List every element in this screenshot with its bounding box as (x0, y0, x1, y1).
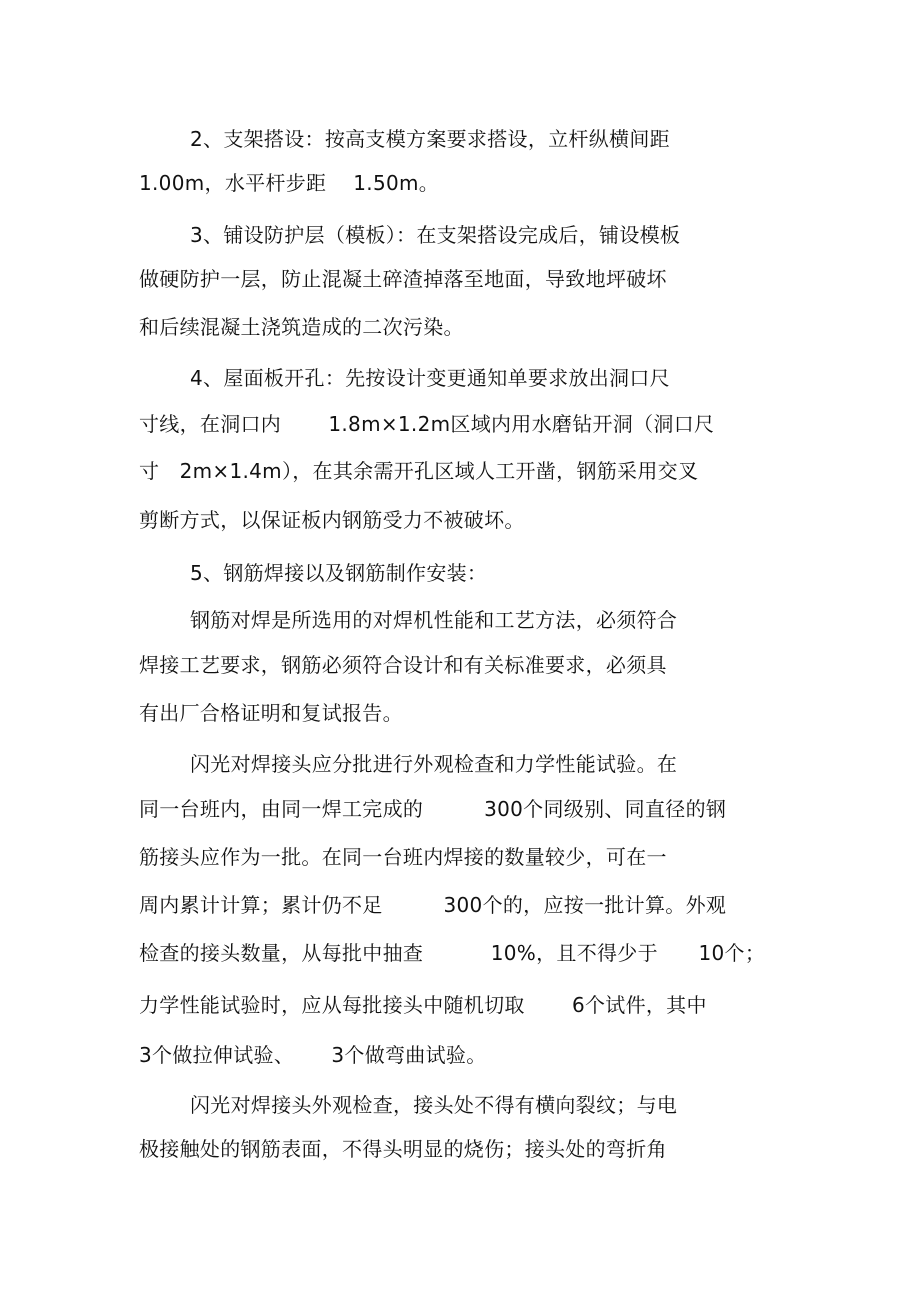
text-line: 力学性能试验时，应从每批接头中随机切取 6个试件，其中 (139, 993, 707, 1017)
text-line: 5、钢筋焊接以及钢筋制作安装： (190, 561, 488, 585)
text-line: 闪光对焊接头外观检查，接头处不得有横向裂纹；与电 (190, 1093, 678, 1117)
text-line: 寸线，在洞口内 1.8m×1.2m区域内用水磨钻开洞（洞口尺 (139, 412, 715, 436)
text-line: 做硬防护一层，防止混凝土碎渣掉落至地面，导致地坪破坏 (139, 267, 667, 291)
text-line: 3个做拉伸试验、 3个做弯曲试验。 (139, 1043, 487, 1067)
text-line: 1.00m，水平杆步距 1.50m。 (139, 171, 440, 195)
text-line: 4、屋面板开孔：先按设计变更通知单要求放出洞口尺 (190, 366, 670, 390)
text-line: 和后续混凝土浇筑造成的二次污染。 (139, 315, 464, 339)
text-line: 同一台班内，由同一焊工完成的 300个同级别、同直径的钢 (139, 797, 727, 821)
text-line: 剪断方式，以保证板内钢筋受力不被破坏。 (139, 508, 525, 532)
text-line: 寸 2m×1.4m），在其余需开孔区域人工开凿，钢筋采用交叉 (139, 459, 699, 483)
text-line: 极接触处的钢筋表面，不得头明显的烧伤；接头处的弯折角 (139, 1137, 667, 1161)
text-line: 3、铺设防护层（模板）：在支架搭设完成后，铺设模板 (190, 223, 681, 247)
text-line: 2、支架搭设：按高支模方案要求搭设，立杆纵横间距 (190, 127, 670, 151)
text-line: 检查的接头数量，从每批中抽查 10%，且不得少于 10个； (139, 941, 766, 965)
text-line: 钢筋对焊是所选用的对焊机性能和工艺方法，必须符合 (190, 608, 678, 632)
text-line: 有出厂合格证明和复试报告。 (139, 701, 403, 725)
text-line: 闪光对焊接头应分批进行外观检查和力学性能试验。在 (190, 752, 678, 776)
text-line: 周内累计计算；累计仍不足 300个的，应按一批计算。外观 (139, 893, 727, 917)
text-line: 筋接头应作为一批。在同一台班内焊接的数量较少，可在一 (139, 845, 667, 869)
text-line: 焊接工艺要求，钢筋必须符合设计和有关标准要求，必须具 (139, 653, 667, 677)
